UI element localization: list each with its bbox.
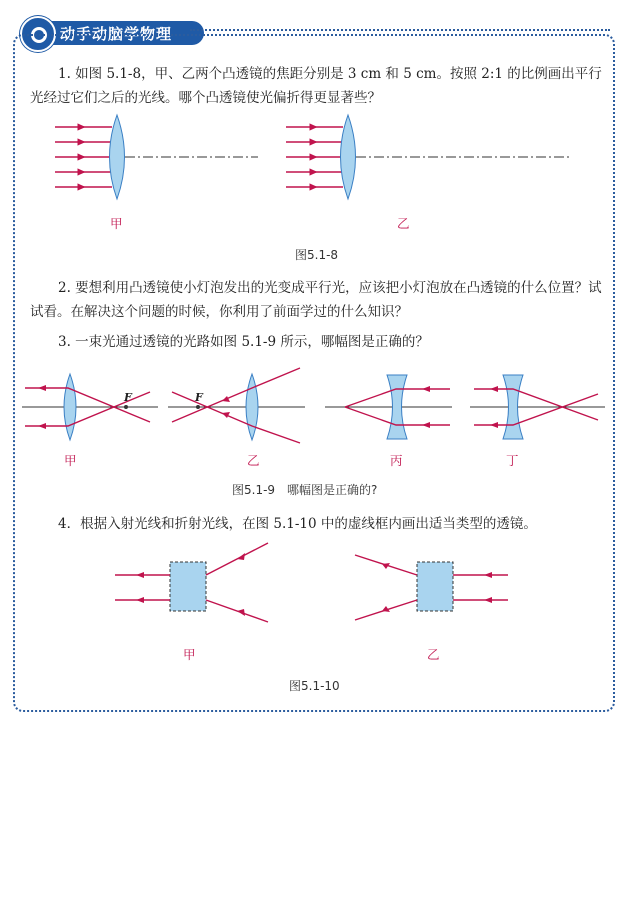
figure-5-1-9-c: [325, 375, 452, 439]
figure-5-1-10-a: [115, 543, 268, 622]
lens-box-a: [170, 562, 206, 611]
question-2: 2. 要想利用凸透镜使小灯泡发出的光变成平行光，应该把小灯泡放在凸透镜的什么位置？试试看。在解决这个问题的时候，你利用了前面学过的什么知识？: [30, 280, 602, 320]
figure-5-1-8-b: [286, 115, 570, 199]
fig3-label-b: 乙: [427, 647, 440, 662]
question-3: 3. 一束光通过透镜的光路如图 5.1-9 所示，哪幅图是正确的？: [58, 334, 429, 350]
question-4: 4．根据入射光线和折射光线，在图 5.1-10 中的虚线框内画出适当类型的透镜。: [58, 516, 537, 532]
lens-box-b: [417, 562, 453, 611]
fig2-label-c: 丙: [390, 453, 403, 468]
figure-5-1-8-a: [55, 115, 258, 199]
fig2-label-d: 丁: [506, 453, 519, 468]
figure-5-1-10-b: [355, 555, 508, 620]
focus-label-a: F: [124, 391, 132, 404]
figure-5-1-9-b: [168, 368, 305, 443]
fig1-label-a: 甲: [110, 216, 123, 231]
focus-label-b: F: [195, 391, 203, 404]
header-title: 动手动脑学物理: [60, 25, 173, 43]
fig2-caption: 图5.1-9 哪幅图是正确的?: [232, 483, 378, 497]
fig3-label-a: 甲: [183, 647, 196, 662]
figure-5-1-9-d: [470, 375, 605, 439]
question-1: 1. 如图 5.1-8，甲、乙两个凸透镜的焦距分别是 3 cm 和 5 cm。按照 2:1 的比例画出平行光经过它们之后的光线。哪个凸透镜使光偏折得更显著些？: [30, 66, 602, 106]
fig3-caption: 图5.1-10: [289, 679, 340, 693]
fig1-label-b: 乙: [397, 216, 410, 231]
fig2-label-b: 乙: [247, 453, 260, 468]
fig2-label-a: 甲: [64, 453, 77, 468]
figure-5-1-9-a: [22, 374, 158, 440]
fig1-caption: 图5.1-8: [295, 248, 339, 262]
